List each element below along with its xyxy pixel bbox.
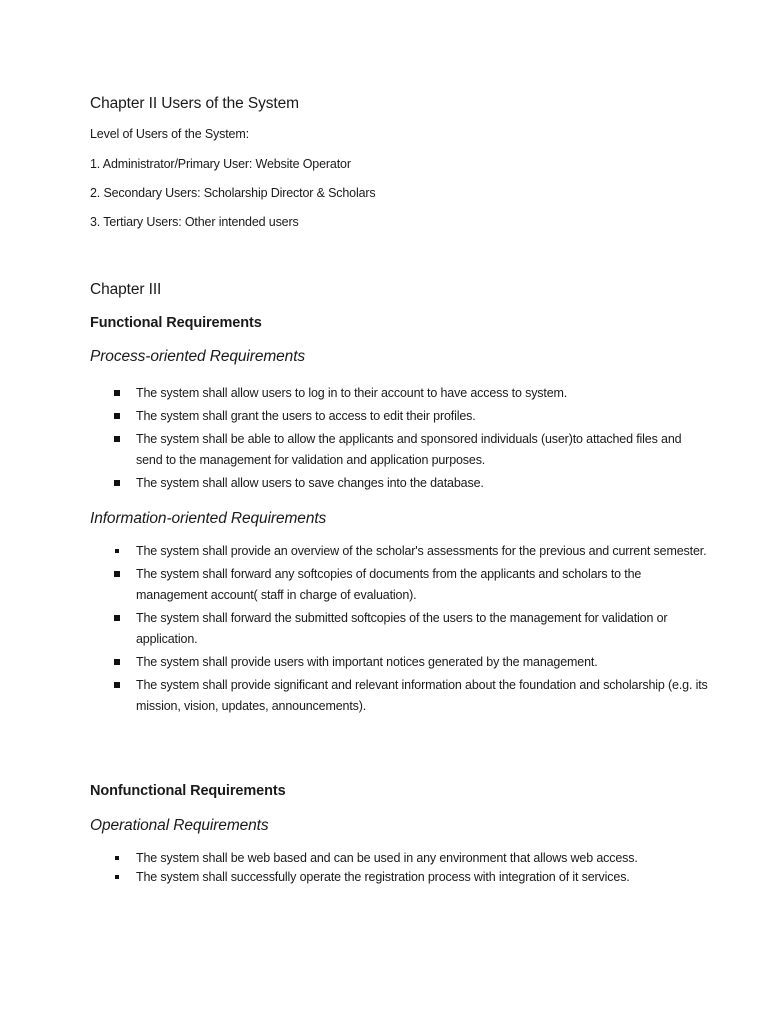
list-item-text: The system shall allow users to save changes into the database. [136,476,484,490]
list-item [110,675,710,717]
square-bullet-icon [114,571,120,577]
list-item [110,867,710,888]
square-bullet-icon [114,480,120,486]
square-bullet-icon [115,875,119,879]
square-bullet-icon [115,856,119,860]
list-item-text: The system shall be able to allow the applicants and sponsored individuals (user)to attached files and send to the management for validation and application purposes. [136,432,682,467]
list-item [110,848,710,869]
information-requirements-list [110,541,710,717]
list-item [110,383,710,404]
user-level-item: 1. Administrator/Primary User: Website Operator [90,157,351,171]
information-oriented-heading: Information-oriented Requirements [90,510,327,527]
chapter-2-title: Chapter II Users of the System [90,95,299,112]
list-item [110,541,710,562]
list-item [110,429,710,471]
nonfunctional-requirements-heading: Nonfunctional Requirements [90,783,286,799]
square-bullet-icon [114,413,120,419]
list-item-text: The system shall be web based and can be used in any environment that allows web access. [136,851,638,865]
list-item-text: The system shall allow users to log in to their account to have access to system. [136,386,568,400]
process-requirements-list [110,383,710,494]
square-bullet-icon [115,549,119,553]
square-bullet-icon [114,615,120,621]
functional-requirements-heading: Functional Requirements [90,315,262,331]
list-item-text: The system shall forward any softcopies of documents from the applicants and scholars to the management account( staff in charge of evaluation). [136,567,642,602]
list-item [110,608,710,650]
list-item [110,564,710,606]
list-item-text: The system shall grant the users to access to edit their profiles. [136,409,476,423]
operational-requirements-heading: Operational Requirements [90,817,269,834]
list-item [110,406,710,427]
list-item-text: The system shall forward the submitted softcopies of the users to the management for validation or application. [136,611,668,646]
square-bullet-icon [114,682,120,688]
user-level-item: 2. Secondary Users: Scholarship Director & Scholars [90,186,376,200]
process-oriented-heading: Process-oriented Requirements [90,348,306,365]
square-bullet-icon [114,659,120,665]
user-levels-label: Level of Users of the System: [90,127,249,141]
square-bullet-icon [114,436,120,442]
list-item [110,652,710,673]
list-item [110,473,710,494]
chapter-3-title: Chapter III [90,281,162,298]
list-item-text: The system shall successfully operate the registration process with integration of it services. [136,870,630,884]
operational-requirements-list [110,848,710,888]
user-level-item: 3. Tertiary Users: Other intended users [90,215,299,229]
list-item-text: The system shall provide users with important notices generated by the management. [136,655,598,669]
square-bullet-icon [114,390,120,396]
list-item-text: The system shall provide significant and relevant information about the foundation and scholarship (e.g. its mission, vision, updates, announcements). [136,678,708,713]
list-item-text: The system shall provide an overview of the scholar's assessments for the previous and current semester. [136,544,707,558]
